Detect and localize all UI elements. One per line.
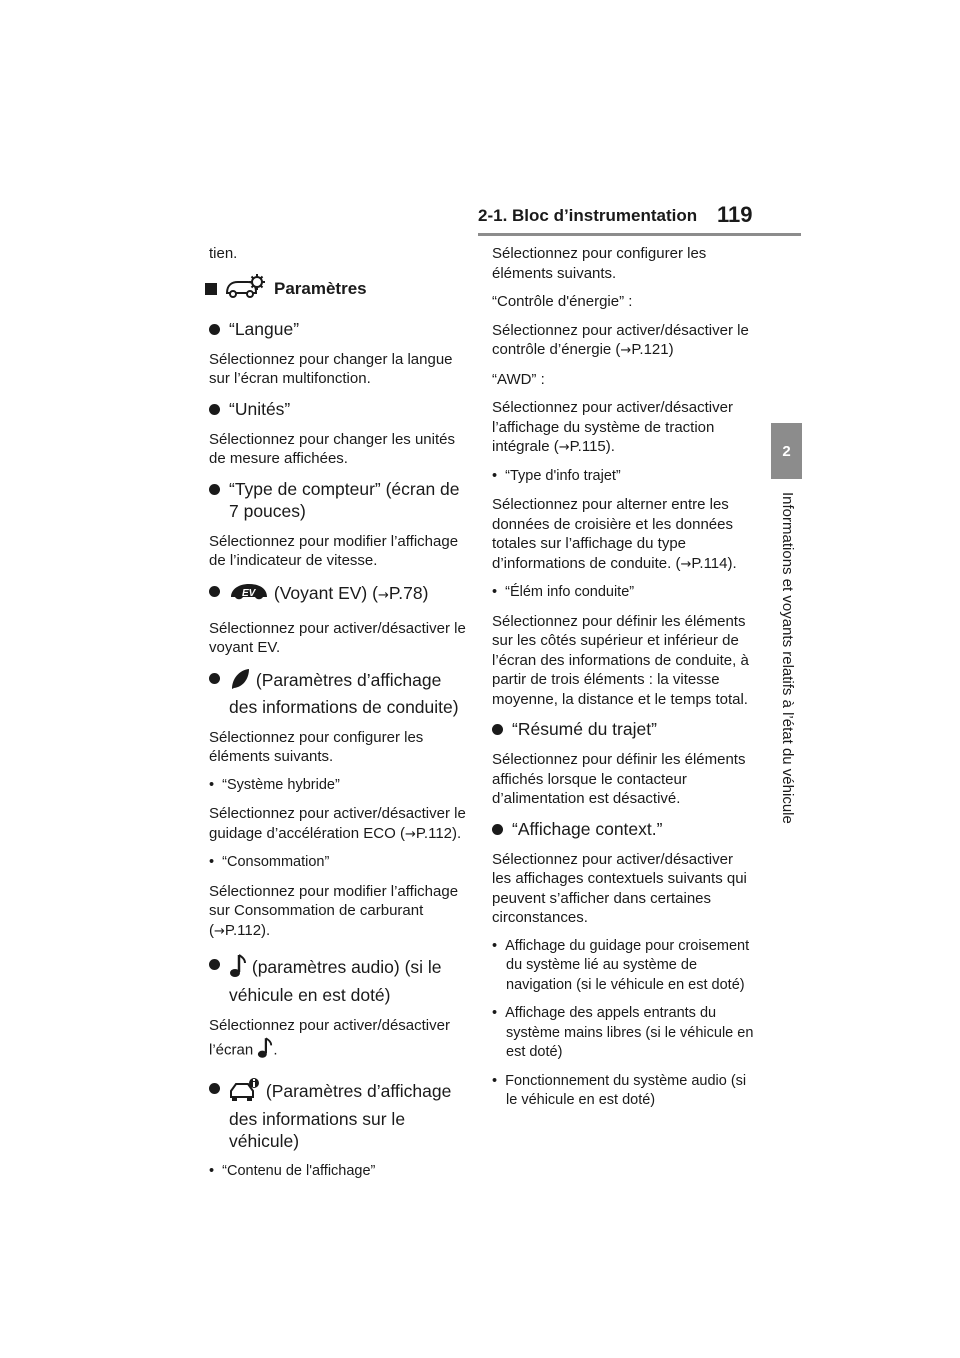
- music-note-icon: [229, 953, 247, 984]
- eco-leaf-icon: [229, 667, 251, 696]
- eco-bullet-systeme-hybride: • “Système hybride”: [209, 776, 340, 793]
- eco-bullet-systeme-hybride-desc: Sélectionnez pour activer/désactiver le guidage d’accélération ECO (→P.112).: [209, 805, 466, 842]
- vehicle-info-icon: [229, 1077, 261, 1108]
- right-bullet-elem-info-conduite: • “Élém info conduite”: [492, 584, 635, 600]
- vehinfo-bullet-contenu: • “Contenu de l'affichage”: [209, 1163, 376, 1179]
- item-langue: “Langue”: [209, 318, 467, 340]
- item-resume-trajet-desc: Sélectionnez pour définir les éléments affichés lorsque le contacteur d’alimentation est désactivé.: [492, 751, 746, 807]
- right-p5: Sélectionnez pour activer/désactiver l’affichage du système de traction intégrale (→P.115).: [492, 399, 733, 455]
- ev-indicator-icon: [229, 580, 269, 609]
- right-p6: Sélectionnez pour alterner entre les données de croisière et les données totales sur l’affichage du type d’informations de conduite. (→P.114).: [492, 496, 737, 572]
- right-bullet-type-info-trajet: • “Type d'info trajet”: [492, 467, 621, 484]
- item-affichage-context-desc: Sélectionnez pour activer/désactiver les affichages contextuels suivants qui peuvent s’afficher dans certaines circonstances.: [492, 850, 747, 926]
- section-heading-parametres: [205, 273, 467, 306]
- right-p4: “AWD” :: [492, 370, 545, 388]
- svg-text:EV: EV: [242, 587, 256, 599]
- music-note-icon: [257, 1036, 273, 1066]
- item-audio-desc: Sélectionnez pour activer/désactiver l’écran .: [209, 1016, 467, 1065]
- item-unites-desc: Sélectionnez pour changer les unités de mesure affichées.: [209, 430, 455, 467]
- item-vehicle-info-settings: (Paramètres d’affichage des informations sur le véhicule): [209, 1077, 467, 1152]
- chapter-side-label: Informations et voyants relatifs à l’état du véhicule: [779, 492, 796, 824]
- header-rule: [478, 233, 801, 236]
- item-eco-settings: (Paramètres d’affichage des informations de conduite): [209, 667, 467, 718]
- item-eco-desc: Sélectionnez pour configurer les éléments suivants.: [209, 728, 424, 765]
- section-heading-label: Paramètres: [274, 279, 367, 298]
- item-affichage-context: “Affichage context.”: [492, 818, 754, 840]
- left-column: [209, 244, 467, 1191]
- right-p7: Sélectionnez pour définir les éléments sur les côtés supérieur et inférieur de l’écran des informations de conduite, à partir de trois éléments : la vitesse moyenne, la distance et le temps total.: [492, 612, 749, 708]
- item-langue-desc: Sélectionnez pour changer la langue sur l’écran multifonction.: [209, 350, 453, 387]
- item-voyant-ev-desc: Sélectionnez pour activer/désactiver le voyant EV.: [209, 619, 466, 656]
- item-type-compteur: “Type de compteur” (écran de 7 pouces): [209, 478, 467, 522]
- right-column: [492, 244, 754, 1120]
- right-p1: Sélectionnez pour configurer les éléments suivants.: [492, 245, 707, 282]
- intro-text: tien.: [209, 245, 238, 262]
- item-type-compteur-desc: Sélectionnez pour modifier l’affichage de l’indicateur de vitesse.: [209, 532, 459, 569]
- item-resume-trajet: “Résumé du trajet”: [492, 718, 754, 740]
- context-bullet-1: • Affichage du guidage pour croisement du système lié au système de navigation (si le véhicule en est doté): [492, 937, 750, 993]
- eco-bullet-consommation-desc: Sélectionnez pour modifier l’affichage sur Consommation de carburant (→P.112).: [209, 882, 459, 939]
- settings-car-gear-icon: [224, 273, 268, 306]
- context-bullet-3: • Fonctionnement du système audio (si le véhicule en est doté): [492, 1072, 747, 1108]
- item-unites: “Unités”: [209, 398, 467, 420]
- item-voyant-ev: EV (Voyant EV) (→P.78): [209, 580, 467, 609]
- chapter-tab: 2: [771, 423, 802, 479]
- item-audio-settings: (paramètres audio) (si le véhicule en est doté): [209, 953, 467, 1006]
- chapter-section-title: 2-1. Bloc d’instrumentation: [478, 206, 698, 225]
- page-number: 119: [717, 202, 753, 227]
- eco-bullet-consommation: • “Consommation”: [209, 854, 330, 870]
- context-bullet-2: • Affichage des appels entrants du système mains libres (si le véhicule en est doté): [492, 1005, 754, 1060]
- right-p2: “Contrôle d'énergie” :: [492, 293, 633, 310]
- section-square-icon: [205, 283, 217, 295]
- right-p3: Sélectionnez pour activer/désactiver le contrôle d’énergie (→P.121): [492, 321, 749, 358]
